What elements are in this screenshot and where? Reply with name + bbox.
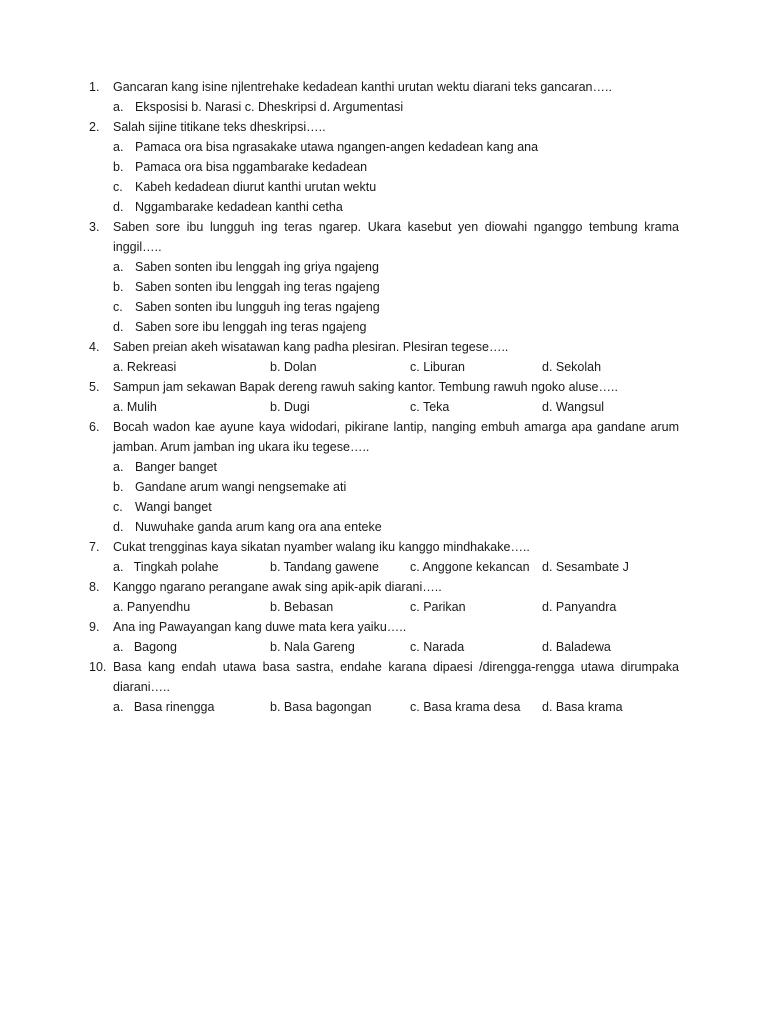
option-letter: c. [113, 300, 123, 314]
option-c: c. Anggone kekancan [410, 560, 530, 574]
option-text: Saben sonten ibu lenggah ing teras ngajeng [135, 280, 380, 294]
option-c: c. Liburan [410, 360, 465, 374]
option-b: b. Basa bagongan [270, 700, 372, 714]
option-letter: d. [113, 520, 124, 534]
option-text: Banger banget [135, 460, 218, 474]
option-c [113, 497, 679, 517]
question-number: 5. [89, 380, 100, 394]
option-d: d. Panyandra [542, 600, 617, 614]
option-a [113, 457, 679, 477]
option-letter: d. [113, 200, 124, 214]
option-c: c. Narada [410, 640, 465, 654]
option-d: d. Wangsul [542, 400, 605, 414]
option-letter: a. [113, 260, 124, 274]
option-d: d. Baladewa [542, 640, 611, 654]
question-3 [89, 217, 679, 337]
question-text: Sampun jam sekawan Bapak dereng rawuh saking kantor. Tembung rawuh ngoko aluse….. [113, 380, 618, 394]
option-letter: d. [113, 320, 124, 334]
question-number: 7. [89, 540, 100, 554]
option-d: d. Sesambate J [542, 560, 629, 574]
options-row [113, 557, 679, 577]
question-text: Kanggo ngarano perangane awak sing apik-apik diarani….. [113, 580, 442, 594]
option-letter: b. [113, 480, 124, 494]
option-text: Eksposisi b. Narasi c. Dheskripsi d. Argumentasi [135, 100, 404, 114]
option-c: c. Teka [410, 400, 450, 414]
options-row [113, 637, 679, 657]
options-row [113, 697, 679, 717]
option-letter: a. [113, 100, 124, 114]
option-a [113, 137, 679, 157]
option-b: b. Nala Gareng [270, 640, 355, 654]
question-text: Ana ing Pawayangan kang duwe mata kera yaiku….. [113, 620, 407, 634]
question-text: Salah sijine titikane teks dheskripsi….. [113, 120, 326, 134]
option-d [113, 317, 679, 337]
question-text: Saben preian akeh wisatawan kang padha plesiran. Plesiran tegese….. [113, 340, 509, 354]
option-d: d. Basa krama [542, 700, 623, 714]
option-d: d. Sekolah [542, 360, 602, 374]
option-b: b. Bebasan [270, 600, 334, 614]
option-b [113, 277, 679, 297]
option-a: a. Tingkah polahe [113, 560, 219, 574]
option-letter: b. [113, 280, 124, 294]
option-text: Saben sonten ibu lenggah ing griya ngajeng [135, 260, 379, 274]
question-number: 1. [89, 80, 100, 94]
question-number: 8. [89, 580, 100, 594]
option-letter: a. [113, 460, 124, 474]
question-text: Basa kang endah utawa basa sastra, endahe karana dipaesi /direngga-rengga utawa dirumpaka diarani….. [113, 660, 679, 694]
option-text: Gandane arum wangi nengsemake ati [135, 480, 347, 494]
option-text: Pamaca ora bisa ngrasakake utawa ngangen-angen kedadean kang ana [135, 140, 539, 154]
options-row [113, 357, 679, 377]
option-letter: c. [113, 500, 123, 514]
question-1 [89, 77, 679, 117]
question-number: 4. [89, 340, 100, 354]
question-list [89, 77, 679, 717]
question-10 [89, 657, 679, 717]
option-b [113, 157, 679, 177]
option-text: Kabeh kedadean diurut kanthi urutan wektu [135, 180, 377, 194]
question-text: Cukat trengginas kaya sikatan nyamber walang iku kanggo mindhakake….. [113, 540, 530, 554]
option-b: b. Tandang gawene [270, 560, 379, 574]
question-text: Gancaran kang isine njlentrehake kedadean kanthi urutan wektu diarani teks gancaran….. [113, 80, 612, 94]
question-4 [89, 337, 679, 377]
option-b: b. Dolan [270, 360, 317, 374]
option-text: Nggambarake kedadean kanthi cetha [135, 200, 343, 214]
options-row [113, 397, 679, 417]
question-2 [89, 117, 679, 217]
question-number: 9. [89, 620, 100, 634]
option-d [113, 197, 679, 217]
question-number: 6. [89, 420, 100, 434]
option-letter: c. [113, 180, 123, 194]
question-number: 3. [89, 220, 100, 234]
option-text: Pamaca ora bisa nggambarake kedadean [135, 160, 368, 174]
option-a: a. Mulih [113, 400, 157, 414]
option-c: c. Basa krama desa [410, 700, 521, 714]
question-9 [89, 617, 679, 657]
option-letter: b. [113, 160, 124, 174]
option-text: Nuwuhake ganda arum kang ora ana enteke [135, 520, 382, 534]
option-text: Saben sore ibu lenggah ing teras ngajeng [135, 320, 367, 334]
option-a [113, 257, 679, 277]
question-8 [89, 577, 679, 617]
question-text: Bocah wadon kae ayune kaya widodari, pikirane lantip, nanging embuh amarga apa gandane arum jamban. Arum jamban ing ukara iku tegese….. [113, 420, 679, 454]
option-letter: a. [113, 140, 124, 154]
question-7 [89, 537, 679, 577]
options-line [113, 97, 679, 117]
option-text: Wangi banget [135, 500, 212, 514]
question-6 [89, 417, 679, 537]
option-c [113, 297, 679, 317]
option-d [113, 517, 679, 537]
options-row [113, 597, 679, 617]
question-number: 10. [89, 660, 107, 674]
option-b [113, 477, 679, 497]
option-c [113, 177, 679, 197]
option-b: b. Dugi [270, 400, 310, 414]
option-a: a. Bagong [113, 640, 177, 654]
option-a: a. Basa rinengga [113, 700, 215, 714]
option-c: c. Parikan [410, 600, 466, 614]
question-number: 2. [89, 120, 100, 134]
option-a: a. Rekreasi [113, 360, 177, 374]
question-5 [89, 377, 679, 417]
question-text: Saben sore ibu lungguh ing teras ngarep. Ukara kasebut yen diowahi nganggo tembung krama inggil….. [113, 220, 679, 254]
option-text: Saben sonten ibu lungguh ing teras ngajeng [135, 300, 380, 314]
option-a: a. Panyendhu [113, 600, 191, 614]
